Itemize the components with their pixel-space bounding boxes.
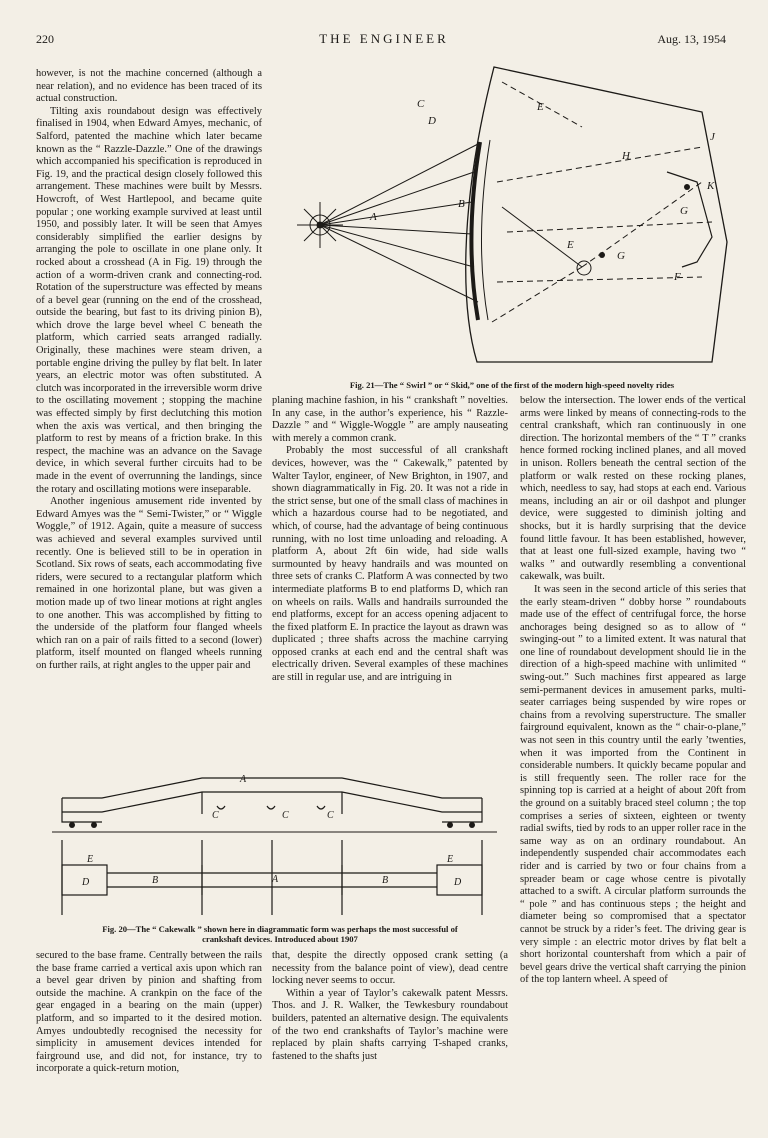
fig20-label-a: A: [240, 774, 247, 785]
paragraph: Probably the most successful of all crankshaft devices, however, was the “ Cakewalk,” patented by Walter Taylor, engineer, of New Brighton, in 1907, and shown diagrammatically in Fig. 20. It was not a ride in the strict sense, but one of the small class of machines in which a hazardous course had to be negotiated, and which, of course, had the advantage of being continuous running, with no lost time unloading and reloading. A platform A, about 2ft 6in wide, had side walls surmounted by heavy handrails and was mounted on three sets of cranks C. Platform A was connected by two intermediate platforms B to end platforms D, which ran on wheels on rails. Walls and handrails surrounded the end platforms, except for an access opening adjacent to the fixed platform E. In practice the layout as drawn was duplicated ; three shafts across the machine carrying opposed cranks at each end and the central shaft was electrically driven. Several examples of these machines are still in regular use, and are intriguing in: [272, 445, 508, 684]
column-1-top: [36, 68, 262, 758]
journal-title: THE ENGINEER: [319, 31, 449, 46]
hub-icon: [297, 202, 343, 248]
fig20-drawing: [42, 770, 510, 922]
fig21-label-b: B: [458, 198, 465, 210]
fig21-label-k: K: [707, 180, 715, 192]
paragraph: Within a year of Taylor’s cakewalk patent Messrs. Thos. and J. R. Walker, the Tewkesbury roundabout builders, patented an alternative design. The equivalents of the two end crankshafts of Taylor’s machine were replaced by plain shafts carrying T-shaped cranks, fastened to the shafts just: [272, 987, 508, 1062]
fig21-label-e: E: [537, 101, 544, 113]
fig20-label-d: D: [82, 877, 90, 888]
fig21-label-f: F: [674, 271, 681, 283]
page-header: [0, 30, 768, 50]
fig21-label-j: J: [710, 131, 715, 143]
page-number: 220: [36, 32, 54, 46]
fig21-drawing: [282, 62, 742, 372]
paragraph: below the intersection. The lower ends of the vertical arms were linked by means of connecting-rods to the central crankshaft, which ran continuously in one direction. The horizontal members of the “ T ” cranks hence formed rocking inclined planes, and all moved in unison. Rollers beneath the central section of the platform or walk rested on these rocking planes, which, needless to say, had stops at each end. Various means, including an air or oil dashpot and plunger device, were suggested to diminish jolting and shocks, but it is hardly surprising that the device found little favour. It has been established, however, that at least one full-sized example, having two “ walks ” and outwardly resembling a conventional cakewalk, was built.: [520, 395, 746, 583]
fig20-label-b: B: [152, 875, 159, 886]
paragraph: however, is not the machine concerned (although a near relation), and no evidence has been traced of its actual construction.: [36, 68, 262, 105]
fig21-label-g: G: [617, 250, 625, 262]
fig21-label-c: C: [417, 98, 425, 110]
column-2-top: [272, 395, 508, 757]
paragraph: Another ingenious amusement ride invented by Edward Amyes was the “ Semi-Twister,” or “ Wiggle Woggle,” of 1912. Again, quite a measure of success was achieved and several examples survived until recently. One is believed still to be in operation in Scotland. Six rows of seats, each accommodating five riders, were secured to a rectangular platform which remained in one horizontal plane, but was given a motion made up of two linear motions at right angles to one another. This was accomplished by fitting to the underside of the platform four flanged wheels which ran on a pair of rails fitted to a second (lower) platform, itself mounted on flanged wheels running on further rails, at right angles to the upper pair and: [36, 496, 262, 671]
fig20-label-c3: C: [327, 810, 334, 821]
fig21-label-d: D: [428, 115, 436, 127]
column-1-bottom: [36, 950, 262, 1134]
column-3: [520, 395, 746, 1133]
paragraph: secured to the base frame. Centrally between the rails the base frame carried a vertical axis upon which ran a bevel gear driven by pinion and shafting from outside the machine. A crankpin on the face of the gear engaged in a bearing on the main (upper) platform, and so imparted to it the desired motion. Amyes undoubtedly recognised the necessity for simplicity in amusement devices intended for fairground use, and did not, for instance, try to incorporate a quick-return motion,: [36, 950, 262, 1075]
paragraph: planing machine fashion, in his “ crankshaft ” novelties. In any case, in the author’s experience, his “ Razzle-Dazzle ” and “ Wiggle-Woggle ” are amply nauseating with merely a common crank.: [272, 395, 508, 444]
paragraph: that, despite the directly opposed crank setting (a necessity from the balance point of view), dead centre locking never seems to occur.: [272, 950, 508, 987]
fig21-label-h: H: [622, 150, 630, 162]
fig20-label-d2: D: [454, 877, 462, 888]
fig20-label-c: C: [212, 810, 219, 821]
fig20-label-e2: E: [447, 854, 454, 865]
issue-date: Aug. 13, 1954: [657, 32, 726, 46]
fig20-label-a2: A: [272, 874, 279, 885]
fig20-caption: Fig. 20—The “ Cakewalk ” shown here in diagrammatic form was perhaps the most successful of crankshaft devices. Introduced about 1907: [102, 924, 458, 944]
paragraph: It was seen in the second article of this series that the early steam-driven “ dobby horse ” roundabouts made use of the effect of centrifugal force, the horse anchorages being designed so as to allow of “ swinging-out ” to a limited extent. It was natural that one line of roundabout development should lie in the direction of a high-speed machine with unlimited “ swing-out.” Such machines first appeared as large semi-permanent devices in amusement parks, multi-seater carriages being suspended by wire ropes or chains from a revolving superstructure. The smaller fairground equivalent, known as the “ chair-o-plane,” was not seen in this country until the early ’twenties, when it was imported from the Continent in considerable numbers. It quickly became popular and is still frequently seen. The roller race for the spinning top is carried at a height of about 20ft from the ground on a suitably braced steel column ; the top comprises a series of sixteen, eighteen or twenty radial swifts, tied by rods to an upper roller race in the same way as on an ordinary roundabout. An independently suspended chair accommodates each rider and is carried by two or four chains from a spreader beam or cage whose centre is pivotally attached to a swift. A circular platform surrounds the “ pole ” and has continuous steps ; the height and diameter being so compromised that a spectator cannot be struck by a rider’s feet. The driving gear is very simple : an electric motor drives by flat belt a short horizontal countershaft from which a pair of bevel gears drive the vertical shaft carrying the pinion of the top lantern wheel. A speed of: [520, 583, 746, 986]
column-2-bottom: [272, 950, 508, 1134]
paragraph: Tilting axis roundabout design was effectively finalised in 1904, when Edward Amyes, mechanic, of Salford, patented the machine which later became known as the “ Razzle-Dazzle.” One of the drawings which accompanied his specification is reproduced in Fig. 19, and the practical design closely followed this arrangement. These machines were built by Messrs. Howcroft, of West Hartlepool, and became quite popular ; one working example survived at least until 1950, and possibly later. It will be seen that Amyes considerably simplified the earlier designs by arranging the pole to oscillate in one plane only. It rocked about a crosshead (A in Fig. 19) through the action of a worm-driven crank and connecting-rod. Rotation of the superstructure was effected by means of a bevel gear (running on the end of the crosshead, outside the bearing, but fast to its driving pinion B), which drove the large bevel wheel C beneath the platform, which carried seats arranged radially. Originally, these machines were steam driven, a portable engine driving the pulley by flat belt. In later years, an electric motor was often substituted. A clutch was incorporated in the irreversible worm drive to the oscillating movement ; stopping the machine was effected simply by first declutching this motion when the axis was vertical, and then bringing the platform to rest by means of a friction brake. In this respect, the machine was an advance on the Savage device, in which several further circuits had to be made in the event of overrunning the landings, since the rotary and oscillating motions were inseparable.: [36, 105, 262, 495]
fig20-label-c2: C: [282, 810, 289, 821]
fig20-label-e: E: [87, 854, 94, 865]
fig20-label-b2: B: [382, 875, 389, 886]
fig21-label-a: A: [370, 211, 377, 223]
fig21-label-e2: E: [567, 239, 574, 251]
fig21-caption: Fig. 21—The “ Swirl ” or “ Skid,” one of the first of the modern high-speed novelty rides: [349, 380, 675, 390]
fig21-label-g2: G: [680, 205, 688, 217]
